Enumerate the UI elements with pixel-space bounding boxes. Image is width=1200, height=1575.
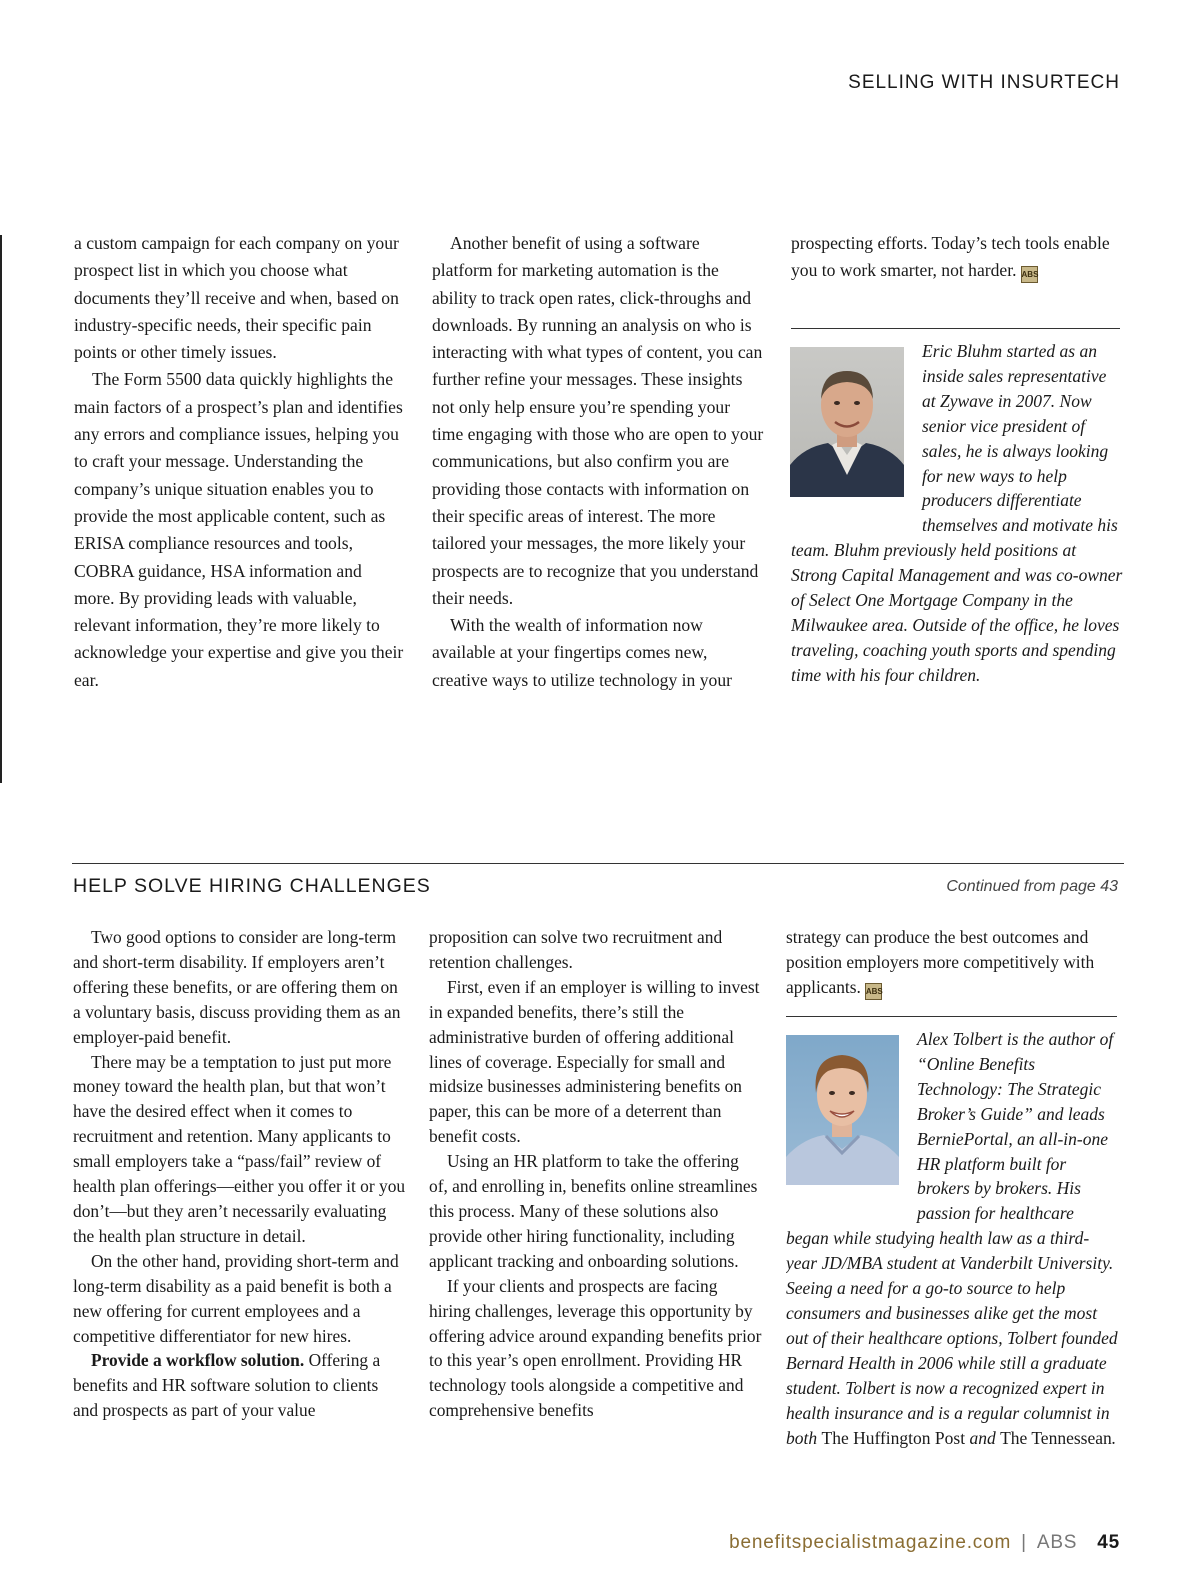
lower-column-1 — [73, 925, 406, 1423]
page-footer — [729, 1532, 1120, 1554]
abs-end-mark-icon: ABS — [1021, 266, 1038, 283]
footer-website: benefitspecialistmagazine.com — [729, 1532, 1012, 1553]
paragraph: Another benefit of using a software platform for marketing automation is the ability to track open rates, click-throughs and downloads. By running an analysis on who is interacting with what types of content, you can further refine your messages. These insights not only help ensure you’re spending your time engaging with those who are open to your communications, but also confirm you are providing those contacts with information on their specific areas of interest. The more tailored your messages, the more likely your prospects are to recognize that you understand their needs. — [432, 233, 764, 608]
bio-text: Alex Tolbert is the author of “Online Benefits Technology: The Strategic Broker’s Guide” and leads BerniePortal, an all-in-one HR platform built for brokers by brokers. His passion for healthcare began while studying health law as a third-year JD/MBA student at Vanderbilt University. Seeing a need for a go-to source to help consumers and businesses alike get the most out of their healthcare options, Tolbert founded Bernard Health in 2006 while still a graduate student. Tolbert is now a recognized expert in health insurance and is a regular columnist in both — [786, 1029, 1118, 1448]
footer-magazine: ABS — [1036, 1532, 1078, 1553]
bio-divider — [791, 328, 1120, 329]
subhead: Provide a workflow solution. — [91, 1350, 305, 1371]
paragraph — [786, 925, 1119, 1000]
page-number: 45 — [1097, 1532, 1120, 1553]
bio-alex-tolbert — [786, 1027, 1120, 1457]
paragraph: If your clients and prospects are facing hiring challenges, leverage this opportunity by offering advice around expanding benefits prior to this year’s open enrollment. Providing HR technology tools alongside a competitive and comprehensive benefits — [429, 1275, 762, 1421]
photo-spacer — [786, 1027, 917, 1202]
top-column-3 — [791, 230, 1121, 285]
paragraph: First, even if an employer is willing to invest in expanded benefits, there’s still the administrative burden of offering additional lines of coverage. Especially for small and midsize businesses administering benefits on paper, this can be more of a deterrent than benefit costs. — [429, 976, 760, 1147]
paragraph: The Form 5500 data quickly highlights the main factors of a prospect’s plan and identifies any errors and compliance issues, helping you to craft your message. Understanding the company’s unique situation enables you to provide the most applicable content, such as ERISA compliance resources and tools, COBRA guidance, HSA information and more. By providing leads with valuable, relevant information, they’re more likely to acknowledge your expertise and give you their ear. — [74, 369, 404, 690]
continued-from-link: Continued from page 43 — [946, 878, 1118, 895]
margin-rule — [0, 235, 2, 783]
bio-eric-bluhm-part-2 — [791, 339, 1123, 688]
publication-name: The Huffington Post — [821, 1427, 966, 1448]
paragraph: With the wealth of information now available at your fingertips comes new, creative ways to utilize technology in your — [432, 615, 732, 690]
paragraph — [73, 1348, 406, 1423]
photo-spacer — [791, 339, 922, 514]
top-column-1 — [74, 230, 406, 694]
bio-eric-bluhm — [791, 339, 1123, 689]
paragraph: There may be a temptation to just put more money toward the health plan, but that won’t have the desired effect when it comes to recruitment and retention. Many applicants to small employers take a “pass/fail” review of health plan offerings—either you offer it or you don’t—but they aren’t necessarily evaluating the health plan structure in detail. — [73, 1051, 406, 1246]
running-head: SELLING WITH INSURTECH — [848, 72, 1120, 93]
paragraph: Using an HR platform to take the offering of, and enrolling in, benefits online streamlines this process. Many of these solutions also provide other hiring functionality, including applicant tracking and onboarding solutions. — [429, 1151, 758, 1271]
section-title: HELP SOLVE HIRING CHALLENGES — [73, 875, 431, 897]
bio-text: and — [965, 1427, 1001, 1448]
bio-divider — [786, 1016, 1117, 1017]
abs-end-mark-icon: ABS — [865, 983, 882, 1000]
lower-column-2 — [429, 925, 762, 1423]
paragraph — [791, 230, 1121, 285]
paragraph-text: Offering a benefits and HR software solution to clients and prospects as part of your value — [73, 1350, 381, 1421]
paragraph: Two good options to consider are long-term and short-term disability. If employers aren’t offering these benefits, or are offering them on a voluntary basis, discuss providing them as an employer-paid benefit. — [73, 927, 401, 1047]
section-divider — [72, 863, 1124, 864]
paragraph: On the other hand, providing short-term and long-term disability as a paid benefit is both a new offering for current employees and a competitive differentiator for new hires. — [73, 1250, 399, 1346]
paragraph: proposition can solve two recruitment and retention challenges. — [429, 927, 723, 972]
footer-separator: | — [1021, 1532, 1027, 1553]
bio-text-flow: Eric Bluhm started as an inside sales representative at Zywave in 2007. Now senior vice president of sales, he is always looking for new ways to help producers differentiate themselves and motivate his team. Bluhm previously held positions at Strong Capital Management and was co-owner of Select One Mortgage Company in the Milwaukee area. Outside of the office, he loves traveling, coaching youth sports and spending time with his four children. — [791, 341, 1123, 685]
bio-text: . — [1111, 1427, 1117, 1448]
paragraph: a custom campaign for each company on your prospect list in which you choose what documents they’ll receive and when, based on industry-specific needs, their specific pain points or other timely issues. — [74, 233, 399, 363]
publication-name: The Tennessean — [1000, 1427, 1112, 1448]
bio-flow — [791, 339, 1123, 688]
paragraph-text: strategy can produce the best outcomes and position employers more competitively with applicants. — [786, 927, 1095, 997]
paragraph-text: prospecting efforts. Today’s tech tools enable you to work smarter, not harder. — [791, 233, 1110, 281]
lower-column-3 — [786, 925, 1119, 1000]
top-column-2 — [432, 230, 764, 694]
